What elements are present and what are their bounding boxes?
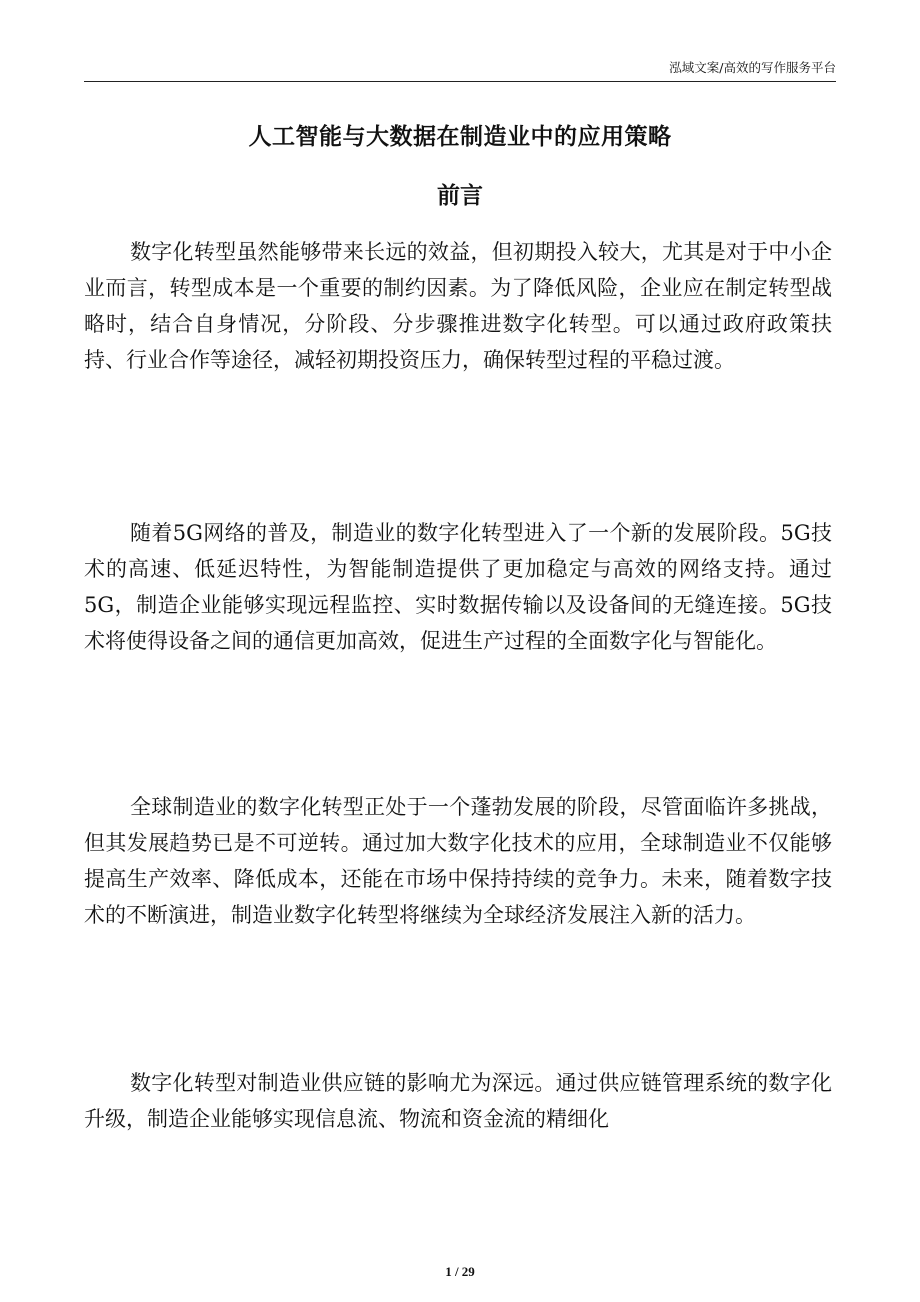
page-number: 1 / 29 [445, 1264, 475, 1279]
paragraph: 数字化转型虽然能够带来长远的效益，但初期投入较大，尤其是对于中小企业而言，转型成本是一个重要的制约因素。为了降低风险，企业应在制定转型战略时，结合自身情况，分阶段、分步骤推进数字化转型。可以通过政府政策扶持、行业合作等途径，减轻初期投资压力，确保转型过程的平稳过渡。 [84, 240, 832, 372]
section-heading: 前言 [437, 183, 483, 209]
paragraph: 数字化转型对制造业供应链的影响尤为深远。通过供应链管理系统的数字化升级，制造企业能够实现信息流、物流和资金流的精细化 [84, 1071, 832, 1131]
document-title: 人工智能与大数据在制造业中的应用策略 [248, 124, 672, 150]
paragraph: 随着5G网络的普及，制造业的数字化转型进入了一个新的发展阶段。5G技术的高速、低延迟特性，为智能制造提供了更加稳定与高效的网络支持。通过5G，制造企业能够实现远程监控、实时数据传输以及设备间的无缝连接。5G技术将使得设备之间的通信更加高效，促进生产过程的全面数字化与智能化。 [84, 521, 832, 653]
header-divider [84, 81, 836, 82]
paragraph: 全球制造业的数字化转型正处于一个蓬勃发展的阶段，尽管面临许多挑战，但其发展趋势已是不可逆转。通过加大数字化技术的应用，全球制造业不仅能够提高生产效率、降低成本，还能在市场中保持持续的竞争力。未来，随着数字技术的不断演进，制造业数字化转型将继续为全球经济发展注入新的活力。 [84, 795, 832, 927]
header-brand-text: 泓域文案/高效的写作服务平台 [669, 60, 836, 75]
